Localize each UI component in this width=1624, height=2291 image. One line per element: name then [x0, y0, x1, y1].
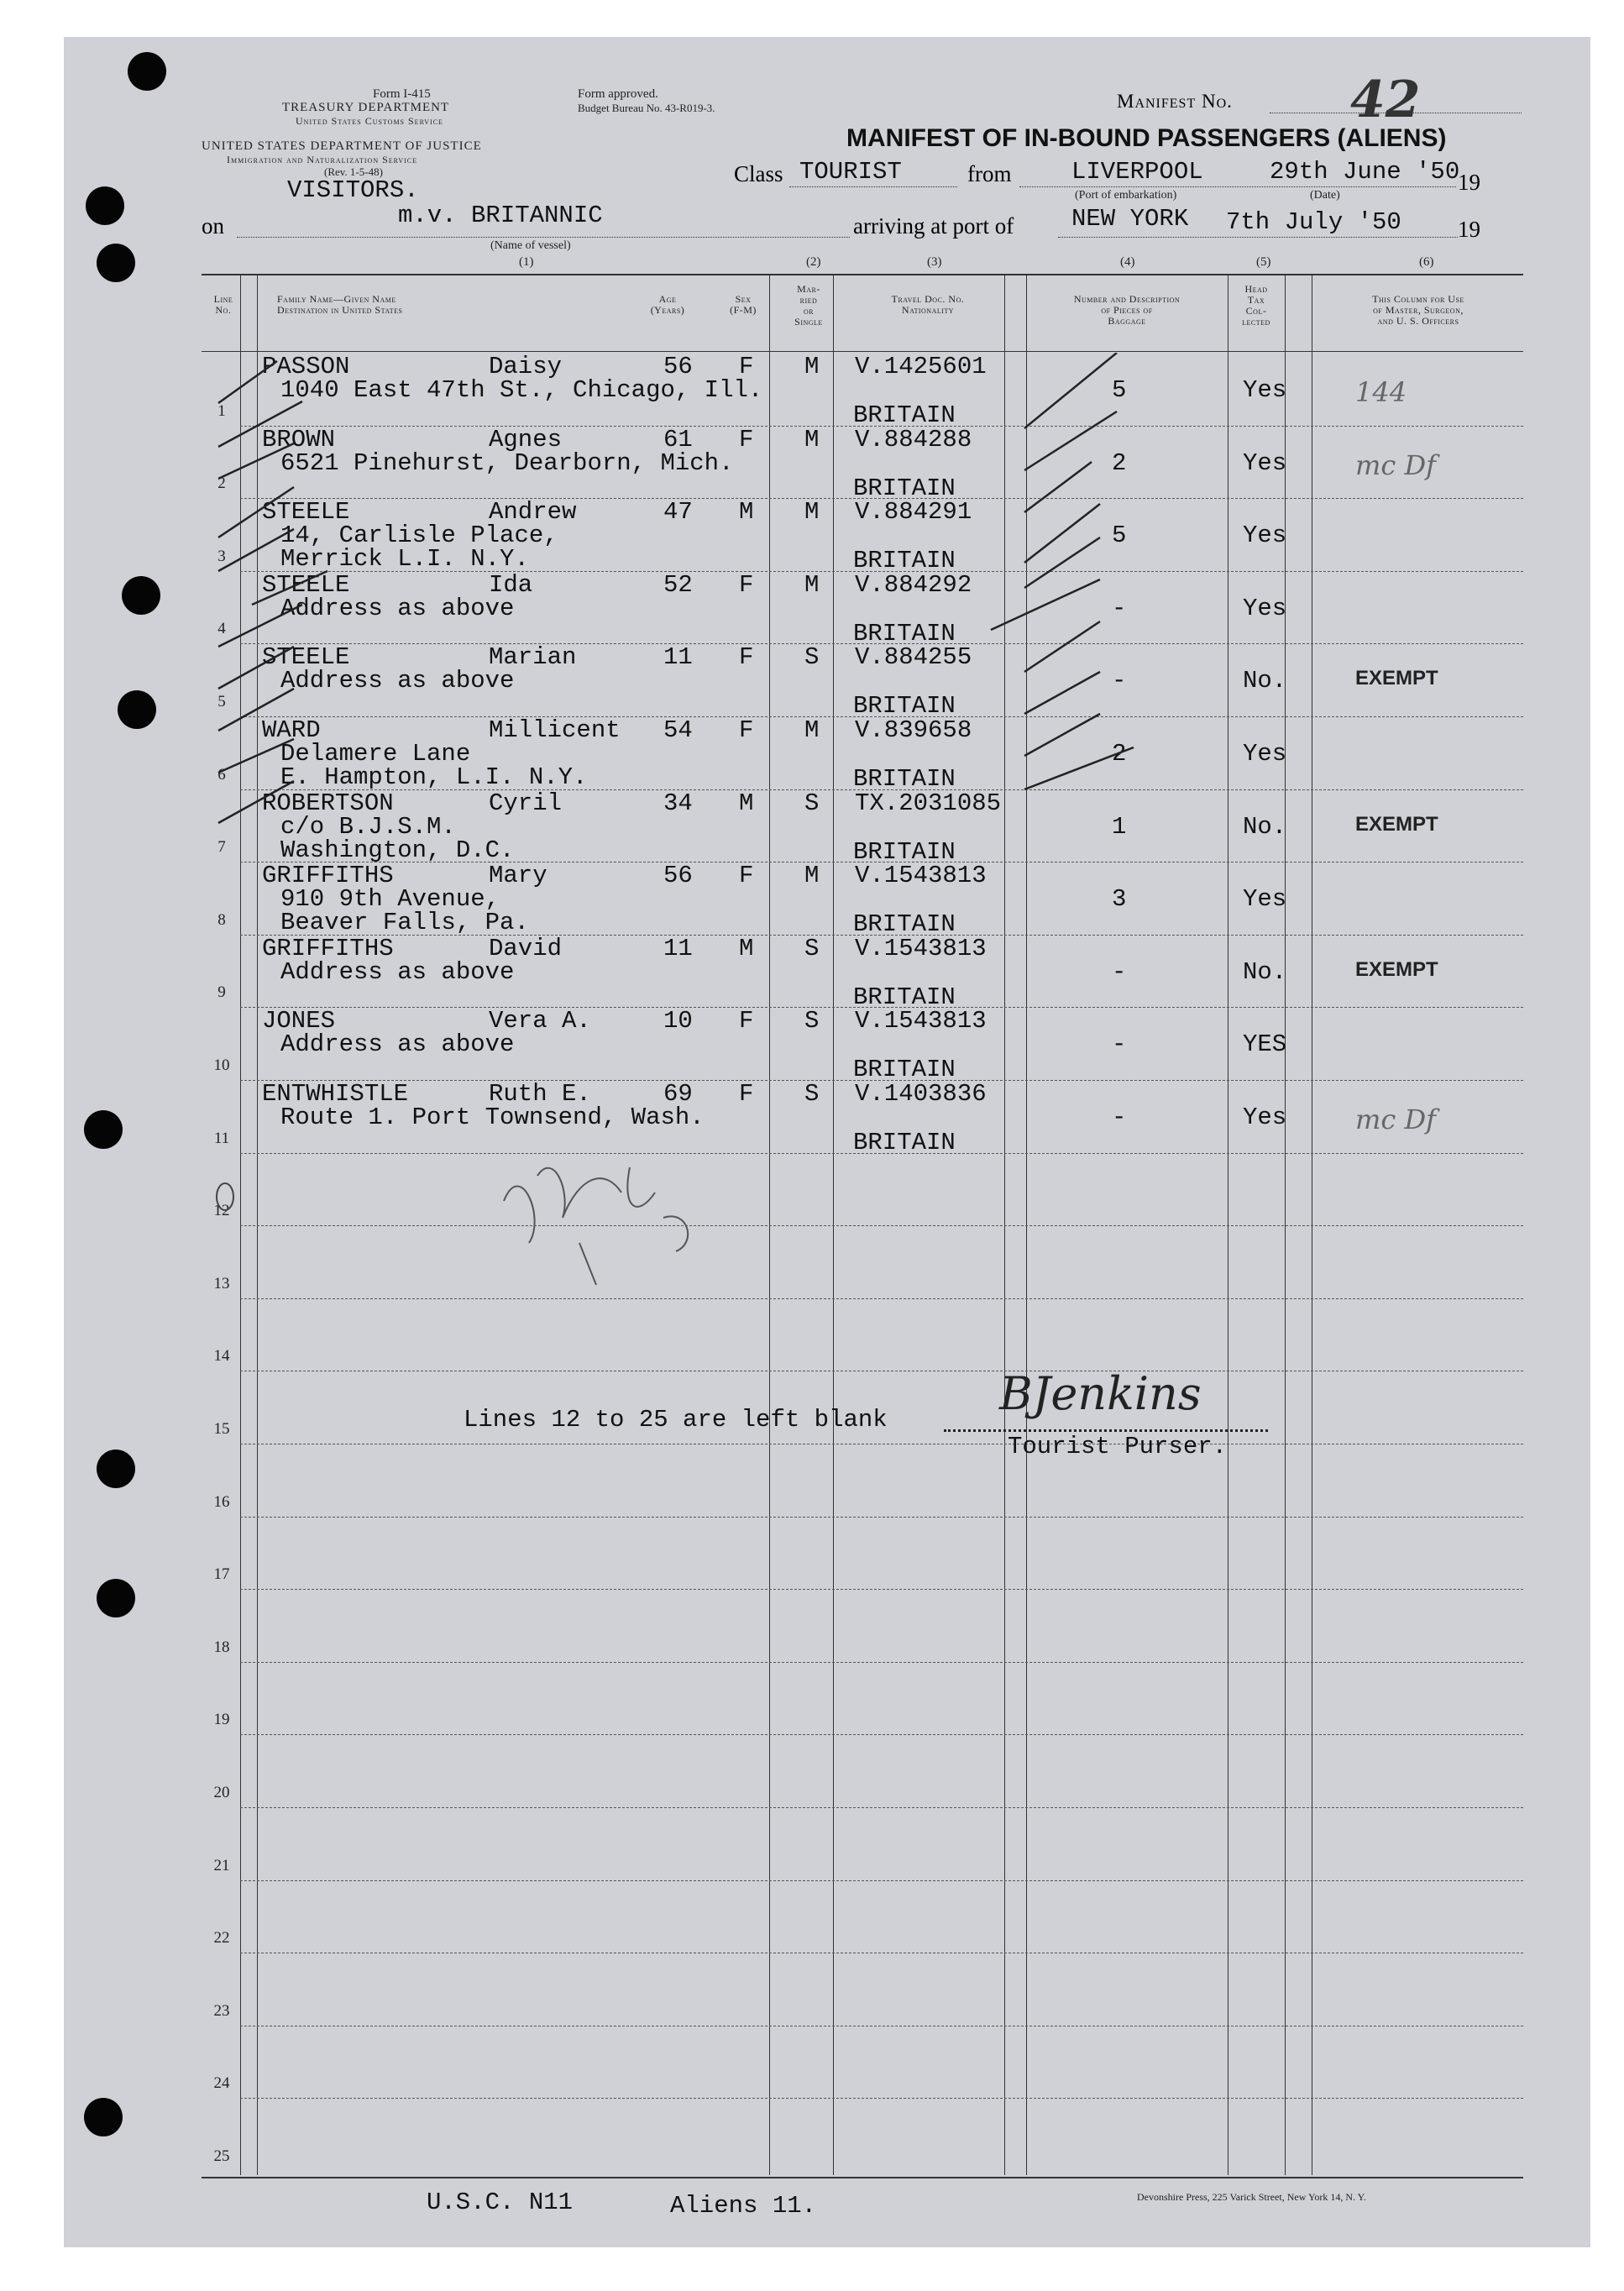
passenger-family-name: WARD: [262, 716, 321, 744]
passenger-given-name: Marian: [489, 643, 577, 672]
passenger-nationality: BRITAIN: [853, 983, 956, 1011]
header-married: Mar- ried or Single: [794, 283, 823, 328]
passenger-nationality: BRITAIN: [853, 765, 956, 793]
year-prefix-2: 19: [1458, 217, 1480, 242]
passenger-head-tax: Yes: [1243, 448, 1287, 477]
line-number: 14: [213, 1347, 230, 1366]
passenger-address-line1: Address as above: [280, 594, 515, 622]
from-label: from: [967, 161, 1012, 186]
passenger-age: 34: [663, 789, 693, 817]
punch-hole: [97, 1450, 135, 1488]
column-number: (1): [519, 255, 534, 269]
line-number: 21: [213, 1856, 230, 1874]
row-separator: [240, 1734, 1523, 1735]
passenger-age: 52: [663, 570, 693, 599]
passenger-given-name: Daisy: [489, 353, 563, 380]
passenger-marital: S: [804, 1080, 820, 1108]
budget-bureau: Budget Bureau No. 43-R019-3.: [578, 102, 715, 114]
line-number: 1: [217, 401, 226, 420]
passenger-baggage: 5: [1112, 522, 1127, 550]
passenger-family-name: BROWN: [262, 425, 336, 453]
row-separator: [240, 1225, 1523, 1226]
line-number: 8: [217, 910, 226, 929]
passenger-travel-doc: V.1543813: [855, 934, 987, 962]
line-number: 23: [213, 2001, 230, 2020]
passenger-family-name: GRIFFITHS: [262, 862, 394, 890]
line-number: 17: [213, 1565, 230, 1584]
from-line: [1019, 186, 1456, 187]
passenger-address-line1: Address as above: [280, 667, 515, 695]
vessel-line: [237, 237, 850, 238]
column-number: (5): [1256, 255, 1271, 269]
passenger-age: 10: [663, 1007, 693, 1035]
column-number: (6): [1419, 255, 1434, 269]
passenger-travel-doc: V.1403836: [855, 1080, 987, 1108]
department-of-justice: UNITED STATES DEPARTMENT OF JUSTICE: [202, 139, 482, 153]
immigration-service: Immigration and Naturalization Service: [227, 154, 418, 165]
punch-hole: [128, 52, 166, 91]
arriving-line: [1058, 237, 1458, 238]
passenger-marital: M: [804, 862, 820, 890]
line-number: 3: [217, 547, 226, 565]
passenger-sex: F: [739, 862, 754, 890]
passenger-address-line1: 910 9th Avenue,: [280, 885, 500, 914]
line-number: 6: [217, 765, 226, 784]
passenger-officer-note: EXEMPT: [1355, 667, 1438, 690]
passenger-marital: M: [804, 498, 820, 527]
passenger-travel-doc: V.1425601: [855, 353, 987, 380]
passenger-head-tax: Yes: [1243, 1104, 1287, 1131]
manifest-number: 42: [1350, 71, 1421, 129]
purser-title: Tourist Purser.: [1008, 1433, 1228, 1460]
class-line: [789, 186, 957, 187]
passenger-age: 61: [663, 425, 693, 453]
passenger-head-tax: No.: [1243, 957, 1287, 986]
footer-usc: U.S.C. N11: [427, 2189, 574, 2216]
line-number: 15: [213, 1420, 230, 1438]
line-number: 19: [213, 1711, 230, 1729]
arrival-port: NEW YORK: [1071, 205, 1189, 233]
header-sex: Sex (F-M): [730, 293, 757, 316]
passenger-given-name: Andrew: [489, 498, 577, 527]
header-officers: This Column for Use of Master, Surgeon, and U. S. Officers: [1372, 293, 1464, 327]
passenger-given-name: Agnes: [489, 425, 563, 453]
line-number: 7: [217, 838, 226, 857]
circle-mark: [210, 1176, 244, 1218]
passenger-officer-note: EXEMPT: [1355, 957, 1438, 981]
treasury-department: TREASURY DEPARTMENT: [282, 101, 450, 114]
class-value: TOURIST: [799, 158, 902, 186]
passenger-sex: F: [739, 1007, 754, 1035]
passenger-address-line1: Delamere Lane: [280, 740, 471, 768]
header-head-tax: Head Tax Col- lected: [1242, 283, 1270, 328]
passenger-sex: M: [739, 934, 754, 962]
passenger-address-line1: Route 1. Port Townsend, Wash.: [280, 1104, 705, 1131]
passenger-baggage: -: [1112, 957, 1127, 986]
passenger-sex: M: [739, 498, 754, 527]
row-separator: [240, 2098, 1523, 2099]
passenger-family-name: JONES: [262, 1007, 336, 1035]
passenger-baggage: 1: [1112, 812, 1127, 841]
header-line-no: Line No.: [213, 293, 233, 316]
line-number: 4: [217, 620, 226, 638]
passenger-travel-doc: V.884291: [855, 498, 972, 527]
passenger-given-name: Vera A.: [489, 1007, 591, 1035]
header-divider: [202, 351, 1523, 352]
passenger-marital: S: [804, 1007, 820, 1035]
passenger-baggage: -: [1112, 667, 1127, 695]
passenger-address-line2: Beaver Falls, Pa.: [280, 909, 529, 937]
passenger-nationality: BRITAIN: [853, 910, 956, 939]
passenger-nationality: BRITAIN: [853, 1056, 956, 1084]
passenger-family-name: PASSON: [262, 353, 350, 380]
column-number: (3): [927, 255, 942, 269]
passenger-age: 54: [663, 716, 693, 744]
passenger-age: 11: [663, 934, 693, 962]
passenger-address-line1: 1040 East 47th St., Chicago, Ill.: [280, 376, 763, 404]
passenger-baggage: 2: [1112, 740, 1127, 768]
punch-hole: [97, 1579, 135, 1617]
passenger-nationality: BRITAIN: [853, 474, 956, 502]
passenger-baggage: -: [1112, 1104, 1127, 1131]
line-number: 16: [213, 1492, 230, 1511]
customs-service: United States Customs Service: [296, 115, 443, 127]
footer-press: Devonshire Press, 225 Varick Street, New York 14, N. Y.: [1137, 2191, 1366, 2203]
row-separator: [240, 1662, 1523, 1663]
passenger-address-line1: c/o B.J.S.M.: [280, 812, 456, 841]
header-travel-doc: Travel Doc. No. Nationality: [891, 293, 965, 316]
on-label: on: [202, 213, 224, 239]
line-number: 5: [217, 693, 226, 710]
passenger-sex: F: [739, 353, 754, 380]
arrival-date: 7th July '50: [1226, 208, 1401, 236]
punch-hole: [122, 576, 160, 615]
row-separator: [240, 1298, 1523, 1299]
passenger-head-tax: No.: [1243, 667, 1287, 695]
passenger-nationality: BRITAIN: [853, 619, 956, 647]
passenger-address-line1: Address as above: [280, 957, 515, 986]
passenger-travel-doc: V.884292: [855, 570, 972, 599]
row-separator: [240, 1517, 1523, 1518]
date-caption: (Date): [1310, 189, 1340, 202]
row-separator: [240, 1807, 1523, 1808]
pencil-scribble: [495, 1142, 773, 1293]
passenger-head-tax: Yes: [1243, 594, 1287, 622]
passenger-travel-doc: V.1543813: [855, 862, 987, 890]
punch-hole: [118, 690, 156, 729]
vessel-caption: (Name of vessel): [490, 239, 571, 252]
passenger-given-name: Cyril: [489, 789, 563, 817]
passenger-travel-doc: TX.2031085: [855, 789, 1002, 817]
passenger-nationality: BRITAIN: [853, 401, 956, 429]
class-label: Class: [734, 161, 783, 186]
passenger-baggage: 3: [1112, 885, 1127, 914]
line-number: 10: [213, 1056, 230, 1074]
passenger-address-line2: E. Hampton, L.I. N.Y.: [280, 763, 588, 791]
passenger-baggage: 5: [1112, 376, 1127, 404]
line-number: 2: [217, 474, 226, 493]
passenger-head-tax: No.: [1243, 812, 1287, 841]
passenger-head-tax: Yes: [1243, 376, 1287, 404]
punch-hole: [97, 244, 135, 282]
passenger-travel-doc: V.839658: [855, 716, 972, 744]
passenger-travel-doc: V.884288: [855, 425, 972, 453]
passenger-address-line2: Merrick L.I. N.Y.: [280, 545, 529, 574]
passenger-sex: F: [739, 643, 754, 672]
passenger-officer-note: EXEMPT: [1355, 812, 1438, 836]
line-number: 12: [213, 1202, 230, 1220]
passenger-sex: M: [739, 789, 754, 817]
line-number: 13: [213, 1274, 230, 1292]
punch-hole: [86, 186, 124, 225]
passenger-marital: M: [804, 716, 820, 744]
passenger-given-name: Mary: [489, 862, 547, 890]
passenger-nationality: BRITAIN: [853, 692, 956, 721]
row-separator: [240, 1589, 1523, 1590]
header-baggage: Number and Description of Pieces of Baggage: [1073, 293, 1181, 327]
passenger-officer-note: mc Df: [1355, 1104, 1436, 1135]
passenger-family-name: STEELE: [262, 643, 350, 672]
line-number: 9: [217, 983, 226, 1002]
passenger-travel-doc: V.884255: [855, 643, 972, 672]
passenger-head-tax: YES: [1243, 1030, 1287, 1059]
passenger-given-name: Ida: [489, 570, 533, 599]
passenger-head-tax: Yes: [1243, 522, 1287, 550]
passenger-sex: F: [739, 570, 754, 599]
passenger-head-tax: Yes: [1243, 740, 1287, 768]
passenger-baggage: -: [1112, 1030, 1127, 1059]
year-prefix: 19: [1458, 170, 1480, 195]
form-revision: (Rev. 1-5-48): [324, 165, 383, 178]
vessel-name: m.v. BRITANNIC: [398, 202, 603, 229]
dotted-leader: [944, 1429, 1268, 1432]
arriving-label: arriving at port of: [853, 213, 1014, 239]
passenger-age: 56: [663, 862, 693, 890]
purser-signature: BJenkins: [999, 1367, 1202, 1420]
passenger-marital: S: [804, 934, 820, 962]
passenger-officer-note: 144: [1355, 376, 1407, 408]
port-of-embarkation: LIVERPOOL: [1071, 158, 1203, 186]
passenger-nationality: BRITAIN: [853, 547, 956, 575]
line-number: 25: [213, 2147, 230, 2165]
passenger-age: 56: [663, 353, 693, 380]
visitors-label: VISITORS.: [287, 176, 419, 204]
passenger-family-name: GRIFFITHS: [262, 934, 394, 962]
punch-hole: [84, 1110, 123, 1149]
footer-aliens: Aliens 11.: [670, 2192, 817, 2220]
passenger-age: 11: [663, 643, 693, 672]
passenger-nationality: BRITAIN: [853, 1129, 956, 1156]
passenger-marital: M: [804, 425, 820, 453]
blank-lines-note: Lines 12 to 25 are left blank: [464, 1406, 888, 1434]
passenger-sex: F: [739, 1080, 754, 1108]
passenger-marital: S: [804, 789, 820, 817]
manifest-title: MANIFEST OF IN-BOUND PASSENGERS (ALIENS): [846, 124, 1447, 152]
column-number: (2): [806, 255, 821, 269]
passenger-family-name: ROBERTSON: [262, 789, 394, 817]
passenger-marital: M: [804, 570, 820, 599]
passenger-family-name: STEELE: [262, 570, 350, 599]
header-name: Family Name—Given Name Destination in United States: [277, 293, 403, 316]
passenger-baggage: 2: [1112, 448, 1127, 477]
line-number: 20: [213, 1784, 230, 1801]
departure-date: 29th June '50: [1270, 158, 1460, 186]
passenger-marital: S: [804, 643, 820, 672]
passenger-head-tax: Yes: [1243, 885, 1287, 914]
line-number: 22: [213, 1929, 230, 1948]
passenger-given-name: David: [489, 934, 563, 962]
port-embarkation-caption: (Port of embarkation): [1075, 189, 1177, 202]
passenger-baggage: -: [1112, 594, 1127, 622]
passenger-sex: F: [739, 716, 754, 744]
passenger-address-line1: 14, Carlisle Place,: [280, 522, 558, 550]
passenger-marital: M: [804, 353, 820, 380]
passenger-nationality: BRITAIN: [853, 837, 956, 866]
column-number: (4): [1120, 255, 1135, 269]
header-age: Age (Years): [650, 293, 685, 316]
passenger-age: 69: [663, 1080, 693, 1108]
passenger-address-line2: Washington, D.C.: [280, 836, 515, 864]
passenger-address-line1: Address as above: [280, 1030, 515, 1059]
passenger-family-name: ENTWHISTLE: [262, 1080, 409, 1108]
form-approved: Form approved.: [578, 87, 658, 101]
passenger-given-name: Ruth E.: [489, 1080, 591, 1108]
form-number: Form I-415: [373, 87, 431, 101]
passenger-age: 47: [663, 498, 693, 527]
line-number: 11: [213, 1129, 230, 1147]
passenger-address-line1: 6521 Pinehurst, Dearborn, Mich.: [280, 448, 734, 477]
tick-marks: [202, 353, 1523, 1075]
passenger-officer-note: mc Df: [1355, 448, 1436, 481]
passenger-sex: F: [739, 425, 754, 453]
passenger-family-name: STEELE: [262, 498, 350, 527]
punch-hole: [84, 2098, 123, 2136]
manifest-no-label: Manifest No.: [1117, 91, 1233, 112]
row-separator: [240, 1880, 1523, 1881]
line-number: 24: [213, 2074, 230, 2093]
passenger-travel-doc: V.1543813: [855, 1007, 987, 1035]
passenger-given-name: Millicent: [489, 716, 621, 744]
line-number: 18: [213, 1638, 230, 1656]
